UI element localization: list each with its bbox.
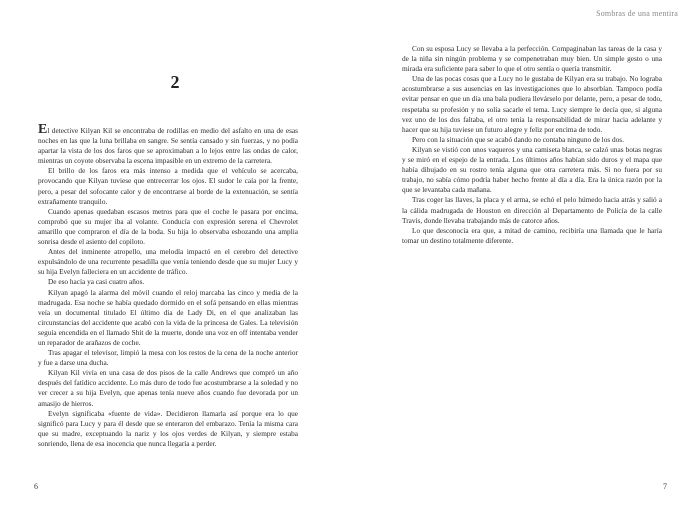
chapter-number: 2	[170, 72, 180, 92]
paragraph-r2: Una de las pocas cosas que a Lucy no le gustaba de Kilyan era su trabajo. No lograba acostumbrarse a sus ausencias en las investigaciones que lo absorbían. Tampoco podía evitar pensar en que un día una bala pudiera llevárselo por delante, pero, a pesar de todo, respetaba su profesión y no solía sacarle el tema. Lucy siempre le decía que, si alguna vez uno de los dos faltaba, el otro tenía la responsabilidad de mirar hacia adelante y hacer que su hija tuviese un futuro alegre y feliz por encima de todo.	[402, 74, 662, 134]
paragraph-r1: Con su esposa Lucy se llevaba a la perfección. Compaginaban las tareas de la casa y de la niña sin ningún problema y se compenetraban muy bien. Un simple gesto o una mirada era suficiente para saber lo que el otro sentía o quería transmitir.	[402, 44, 662, 74]
paragraph-1: El detective Kilyan Kil se encontraba de rodillas en medio del asfalto en una de esas noches en las que la luna brillaba en sangre. Se sentía cansado y sin fuerzas, y no podía apartar la vista de los dos faros que se aproximaban a lo lejos entre las ondas de calor, mientras un coyote observaba la escena impasible en un extremo de la carretera.	[38, 122, 298, 166]
paragraph-7: Tras apagar el televisor, limpió la mesa con los restos de la cena de la noche anterior y fue a darse una ducha.	[38, 348, 298, 368]
paragraph-4: Antes del inminente atropello, una melodía impactó en el cerebro del detective expulsándolo de una recurrente pesadilla que venía teniendo desde que su mujer Lucy y su hija Evelyn falleciera en un accidente de tráfico.	[38, 247, 298, 277]
paragraph-8: Kilyan Kil vivía en una casa de dos pisos de la calle Andrews que compró un año después del fatídico accidente. Lo más duro de todo fue acostumbrarse a la soledad y no ver crecer a su hija Evelyn, que apenas tenía nueve años cuando fue devorada por un amasijo de hierros.	[38, 368, 298, 408]
paragraph-2: El brillo de los faros era más intenso a medida que el vehículo se acercaba, provocando que Kilyan tuviese que entrecerrar los ojos. El sudor le caía por la frente, pero, a pesar del sofocante calor y de encontrarse al borde de la extenuación, se sentía extrañamente tranquilo.	[38, 166, 298, 206]
paragraph-5: De eso hacía ya casi cuatro años.	[48, 277, 145, 287]
paragraph-3: Cuando apenas quedaban escasos metros para que el coche le pasara por encima, comprobó que su mujer iba al volante. Conducía con expresión serena el Chevrolet amarillo que compraron el día de la boda. Su hija lo observaba esbozando una amplia sonrisa desde el asiento del copiloto.	[38, 206, 298, 247]
paragraph-r6: Lo que desconocía era que, a mitad de camino, recibiría una llamada que le haría tomar un destino totalmente diferente.	[402, 225, 662, 245]
paragraph-9: Evelyn significaba «fuente de vida». Decidieron llamarla así porque era lo que significó para Lucy y para él desde que se enteraron del embarazo. Tenía la misma cara que su madre, exceptuando la nariz y los ojos verdes de Kilyan, y siempre estaba sonriendo, llena de esa inocencia que nunca llegaría a perder.	[38, 408, 298, 448]
paragraph-r3: Pero con la situación que se acabó dando no contaba ninguno de los dos.	[412, 134, 624, 144]
paragraph-r5: Tras coger las llaves, la placa y el arma, se echó el pelo húmedo hacia atrás y salió a la cálida madrugada de Houston en dirección al Departamento de Policía de la calle Travis, donde llevaba trabajando más de catorce años.	[402, 195, 662, 225]
page-number-right: 7	[663, 482, 667, 491]
paragraph-r4: Kilyan se vistió con unos vaqueros y una camiseta blanca, se calzó unas botas negras y se miró en el espejo de la entrada. Los últimos años habían sido duros y el mapa que había dibujado en su rostro tenía alguna que otra carretera más. Si no fuera por su trabajo, no sabía cómo podría haber hecho frente al día a día. Era la única razón por la que se levantaba cada mañana.	[402, 144, 662, 195]
paragraph-6: Kilyan apagó la alarma del móvil cuando el reloj marcaba las cinco y media de la madrugada. Esa noche se había quedado dormido en el sofá pensando en ellas mientras veía un documental titulado El último día de Lady Di, en el que analizaban las circunstancias del accidente que acabó con la vida de la princesa de Gales. La televisión seguía encendida en el llamado Shit de la muerte, donde una voz en off intentaba vender un reparador de arañazos de coche.	[38, 287, 298, 347]
left-page-body	[38, 122, 298, 449]
running-head: Sombras de una mentira	[596, 9, 678, 18]
right-page-body	[402, 44, 662, 246]
page-number-left: 6	[34, 482, 38, 491]
drop-cap: E	[38, 122, 48, 137]
